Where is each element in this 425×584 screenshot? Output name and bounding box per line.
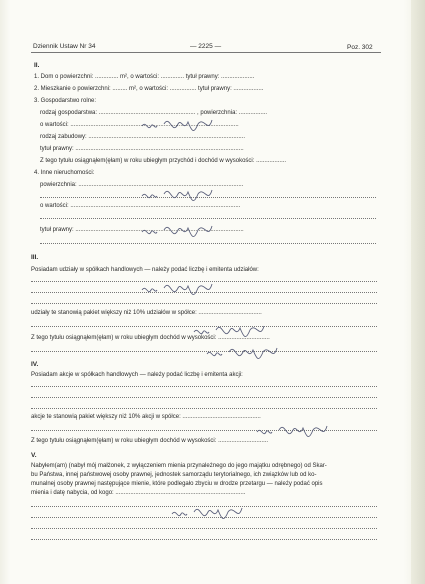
handwritten-not-applicable-8 [170,500,250,526]
handwritten-not-applicable-7 [255,418,335,444]
handwritten-not-applicable-2 [140,182,220,208]
shares-income-line-2 [31,351,377,352]
farm-value-line: o wartości: ..................................................................................................... [40,122,239,128]
stocks-pack-line: akcje te stanowią pakiet większy niż 10% akcji w spółce: ............................................... [31,414,261,420]
other-value-line: o wartości: ...................................................................................................... [40,203,241,209]
position-number: Poz. 302 [347,44,373,51]
acquisition-line-7 [31,528,377,529]
farm-type-line: rodzaj gospodarstwa: .......................................................... , powierzchnia: ................. [40,110,268,116]
shares-heading: Posiadam udziały w spółkach handlowych — należy podać liczbę i emitenta udziałów: [31,267,259,273]
section-iii-label: III. [31,254,39,261]
farm-heading: 3. Gospodarstwo rolne: [34,98,97,104]
section-ii-label: II. [34,62,40,69]
section-iv-label: IV. [31,361,39,368]
acquisition-line-3: munalnej osoby prawnej następujące mienie, które podlegało zbyciu w drodze przetargu — należy podać opis [31,481,323,487]
farm-buildings-line: rodzaj zabudowy: .............................................................................................. [40,134,246,140]
handwritten-not-applicable-1 [140,112,220,138]
section-v-label: V. [31,452,37,459]
acquisition-line-2: bu Państwa, innej państwowej osoby prawnej, jednostek samorządu terytorialnego, ich związków lub od ko- [31,472,317,478]
acquisition-line-4: mienia i datę nabycia, od kogo: .............................................................................. [31,490,246,496]
shares-line-3 [31,303,377,304]
journal-title: Dziennik Ustaw Nr 34 [33,43,96,50]
other-title-line: tytuł prawny: ..................................................................................................... [40,227,244,233]
page-number: — 2225 — [190,43,222,50]
handwritten-not-applicable-3 [140,218,220,244]
farm-income-line: Z tego tytułu osiągnąłem(ęłam) w roku ubiegłym przychód i dochód w wysokości: .................. [40,158,287,164]
stocks-heading: Posiadam akcje w spółkach handlowych — należy podać liczbę i emitenta akcji: [31,372,243,378]
page-edge [411,0,425,584]
other-property-heading: 4. Inne nieruchomości: [34,170,95,176]
farm-title-line: tytuł prawny: ..................................................................................................... [40,146,244,152]
acquisition-line-8 [31,539,377,540]
stocks-line-2 [31,397,377,398]
apartment-line: 2. Mieszkanie o powierzchni: ......... m², o wartości: ................ tytuł prawny: .................. [34,86,264,92]
handwritten-not-applicable-6 [205,340,285,366]
stocks-income-line: Z tego tytułu osiągnąłem(ęłam) w roku ubiegłym dochód w wysokości: .............................. [31,438,269,444]
acquisition-line-1: Nabyłem(am) (nabył mój małżonek, z wyłączeniem mienia przynależnego do jego majątku odrębnego) od Skar- [31,463,327,469]
shares-pack-line: udziały te stanowią pakiet większy niż 10% udziałów w spółce: ...................................... [31,310,262,316]
other-area-line: powierzchnia: ................................................................................................... [40,182,244,188]
header-rule [31,52,381,53]
stocks-line-3 [31,408,377,409]
stocks-line-1 [31,386,377,387]
shares-income-line: Z tego tytułu osiągnąłem(ęłam) w roku ubiegłym dochód w wysokości: ............................... [31,335,270,341]
handwritten-not-applicable-4 [140,276,220,302]
house-line: 1. Dom o powierzchni: .............. m², o wartości: .............. tytuł prawny: .................... [34,74,255,80]
